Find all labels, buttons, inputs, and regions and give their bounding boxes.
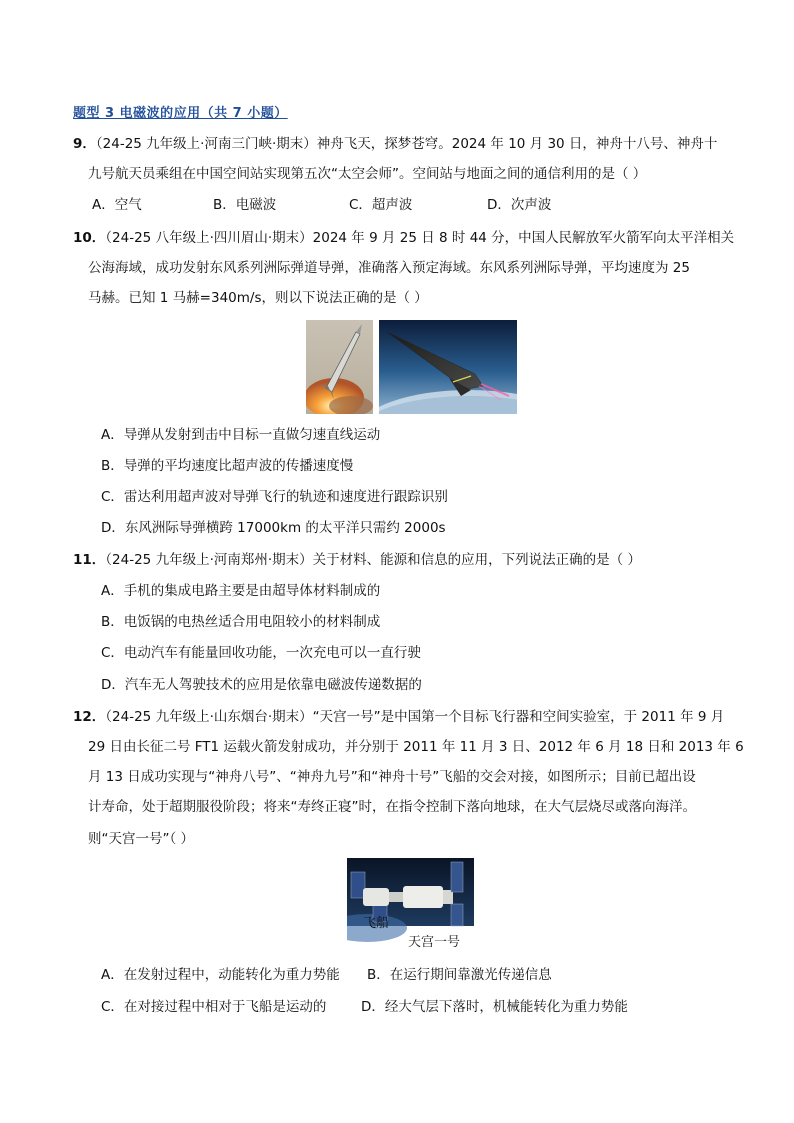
question-number: 9． [73, 136, 96, 152]
q10-option-a[interactable]: A．导弹从发射到击中目标一直做匀速直线运动 [101, 427, 381, 443]
q11-option-a[interactable]: A．手机的集成电路主要是由超导体材料制成的 [101, 583, 381, 599]
missile-launch-image [306, 320, 373, 414]
q12-option-d[interactable]: D．经大气层下落时，机械能转化为重力势能 [361, 999, 628, 1015]
question-text: （24-25 九年级上·河南郑州·期末）关于材料、能源和信息的应用，下列说法正确的是（ ） [105, 552, 641, 568]
figure-label-spacecraft: 飞船 [363, 916, 390, 931]
q12-option-c[interactable]: C．在对接过程中相对于飞船是运动的 [101, 999, 327, 1015]
q10-option-b[interactable]: B．导弹的平均速度比超声波的传播速度慢 [101, 458, 354, 474]
q9-option-a[interactable]: A．空气 [92, 197, 142, 213]
question-number: 10． [73, 230, 106, 246]
question-text: （24-25 九年级上·山东烟台·期末）“天宫一号”是中国第一个目标飞行器和空间实验室，于 2011 年 9 月 [105, 709, 725, 725]
q12-option-a[interactable]: A．在发射过程中，动能转化为重力势能 [101, 967, 340, 983]
q9-option-c[interactable]: C．超声波 [349, 197, 413, 213]
question-10-line-1 [73, 228, 734, 248]
question-12-line-3: 月 13 日成功实现与“神舟八号”、“神舟九号”和“神舟十号”飞船的交会对接，如图所示；目前已超出设 [88, 769, 696, 785]
question-10-line-2: 公海海域，成功发射东风系列洲际弹道导弹，准确落入预定海域。东风系列洲际导弹，平均速度为 25 [88, 260, 690, 276]
question-12-line-2: 29 日由长征二号 FT1 运载火箭发射成功，并分别于 2011 年 11 月 3 日、2012 年 6 月 18 日和 2013 年 6 [88, 739, 744, 755]
section-title: 题型 3 电磁波的应用（共 7 小题） [73, 106, 288, 121]
q9-option-b[interactable]: B．电磁波 [213, 197, 277, 213]
question-text: （24-25 八年级上·四川眉山·期末）2024 年 9 月 25 日 8 时 44 分，中国人民解放军火箭军向太平洋相关 [105, 230, 735, 246]
question-text: （24-25 九年级上·河南三门峡·期末）神舟飞天，探梦苍穹。2024 年 10 月 30 日，神舟十八号、神舟十 [95, 136, 718, 152]
hypersonic-missile-image [379, 320, 517, 414]
figure-label-tiangong: 天宫一号 [408, 935, 461, 950]
q11-option-c[interactable]: C．电动汽车有能量回收功能，一次充电可以一直行驶 [101, 645, 421, 661]
q11-option-b[interactable]: B．电饭锅的电热丝适合用电阻较小的材料制成 [101, 614, 381, 630]
q10-option-d[interactable]: D．东风洲际导弹横跨 17000km 的太平洋只需约 2000s [101, 520, 446, 536]
q12-option-b[interactable]: B．在运行期间靠激光传递信息 [367, 967, 552, 983]
q11-option-d[interactable]: D．汽车无人驾驶技术的应用是依靠电磁波传递数据的 [101, 677, 422, 693]
question-9-line-2: 九号航天员乘组在中国空间站实现第五次“太空会师”。空间站与地面之间的通信利用的是（ ） [88, 166, 647, 182]
question-12-line-4: 计寿命，处于超期服役阶段；将来“寿终正寝”时，在指令控制下落向地球，在大气层烧尽或落向海洋。 [88, 799, 696, 815]
question-number: 12． [73, 709, 106, 725]
q10-option-c[interactable]: C．雷达利用超声波对导弹飞行的轨迹和速度进行跟踪识别 [101, 489, 448, 505]
question-number: 11． [73, 552, 106, 568]
q9-option-d[interactable]: D．次声波 [487, 197, 552, 213]
question-11-line-1 [73, 550, 641, 570]
question-10-line-3: 马赫。已知 1 马赫=340m/s，则以下说法正确的是（ ） [88, 290, 428, 306]
question-12-line-1 [73, 707, 724, 727]
question-9-line-1 [73, 134, 717, 154]
question-12-line-5: 则“天宫一号”（ ） [88, 831, 195, 847]
